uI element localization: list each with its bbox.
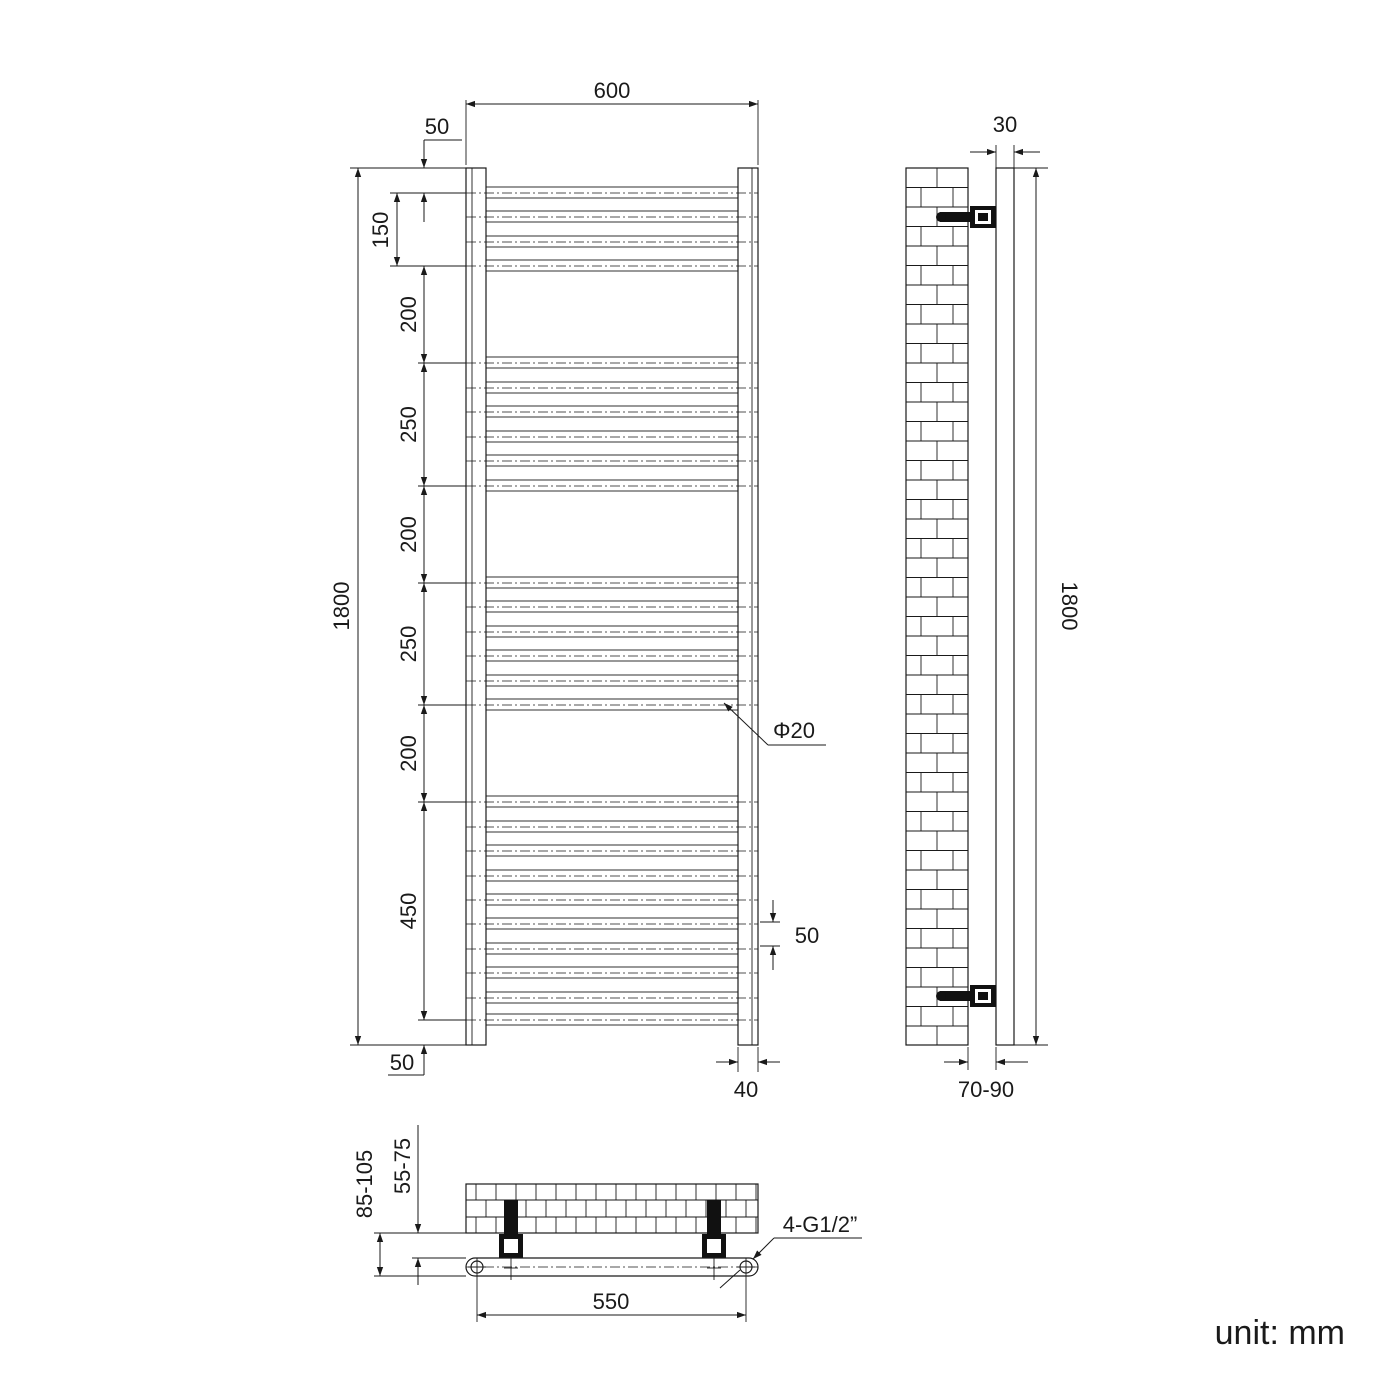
left-rail: [466, 168, 486, 1045]
segment-label: 200: [396, 735, 421, 772]
segment-label: 200: [396, 296, 421, 333]
side-valve-top: [936, 206, 996, 228]
rung: [486, 455, 738, 466]
depth-label: 30: [992, 112, 1018, 137]
rung: [486, 236, 738, 247]
rail-width-label: 40: [733, 1077, 759, 1102]
rung: [486, 796, 738, 807]
top-offset-label: 50: [424, 114, 450, 139]
connections-label: 4-G1/2”: [782, 1212, 858, 1237]
rung: [486, 431, 738, 442]
right-rail: [738, 168, 758, 1045]
segment-dimension-chain: [396, 266, 466, 1020]
side-height-label: 1800: [1057, 581, 1082, 631]
rung: [486, 943, 738, 954]
rung: [486, 260, 738, 271]
rung: [486, 406, 738, 417]
rung: [486, 650, 738, 661]
rungs: [466, 187, 758, 1025]
side-view: [906, 112, 1082, 1102]
top-view: [352, 1125, 862, 1322]
segment-label: 450: [396, 892, 421, 930]
rung: [486, 626, 738, 637]
rung: [486, 870, 738, 881]
pipe-centers-label: 550: [592, 1289, 630, 1314]
rung: [486, 480, 738, 491]
width-label: 600: [593, 78, 631, 103]
rung: [486, 211, 738, 222]
segment-label: 250: [396, 406, 421, 443]
unit-label: unit: mm: [1214, 1314, 1345, 1352]
rung: [486, 1014, 738, 1025]
rung: [486, 675, 738, 686]
wall-clearance-label: 70-90: [957, 1077, 1015, 1102]
top-valve-left: [499, 1200, 523, 1280]
rung: [486, 918, 738, 929]
segment-label: 250: [396, 625, 421, 663]
bottom-offset-label: 50: [389, 1050, 415, 1075]
rung: [486, 382, 738, 393]
rung: [486, 992, 738, 1003]
outer-projection-label: 85-105: [352, 1149, 377, 1219]
first-group-label: 150: [368, 211, 393, 249]
rung: [486, 601, 738, 612]
rung: [486, 577, 738, 588]
rung: [486, 187, 738, 198]
inner-projection-label: 55-75: [390, 1137, 415, 1195]
side-valve-bottom: [936, 985, 996, 1007]
side-rail: [996, 168, 1014, 1045]
rung: [486, 821, 738, 832]
total-height-label: 1800: [329, 581, 354, 631]
rung: [486, 894, 738, 905]
rung: [486, 845, 738, 856]
rung: [486, 699, 738, 710]
rung: [486, 967, 738, 978]
front-view: [329, 78, 826, 1102]
side-wall-bricks: [906, 168, 968, 1045]
rung: [486, 357, 738, 368]
tube-pitch-label: 50: [794, 923, 820, 948]
segment-label: 200: [396, 516, 421, 553]
tube-diameter-label: Φ20: [772, 718, 816, 743]
